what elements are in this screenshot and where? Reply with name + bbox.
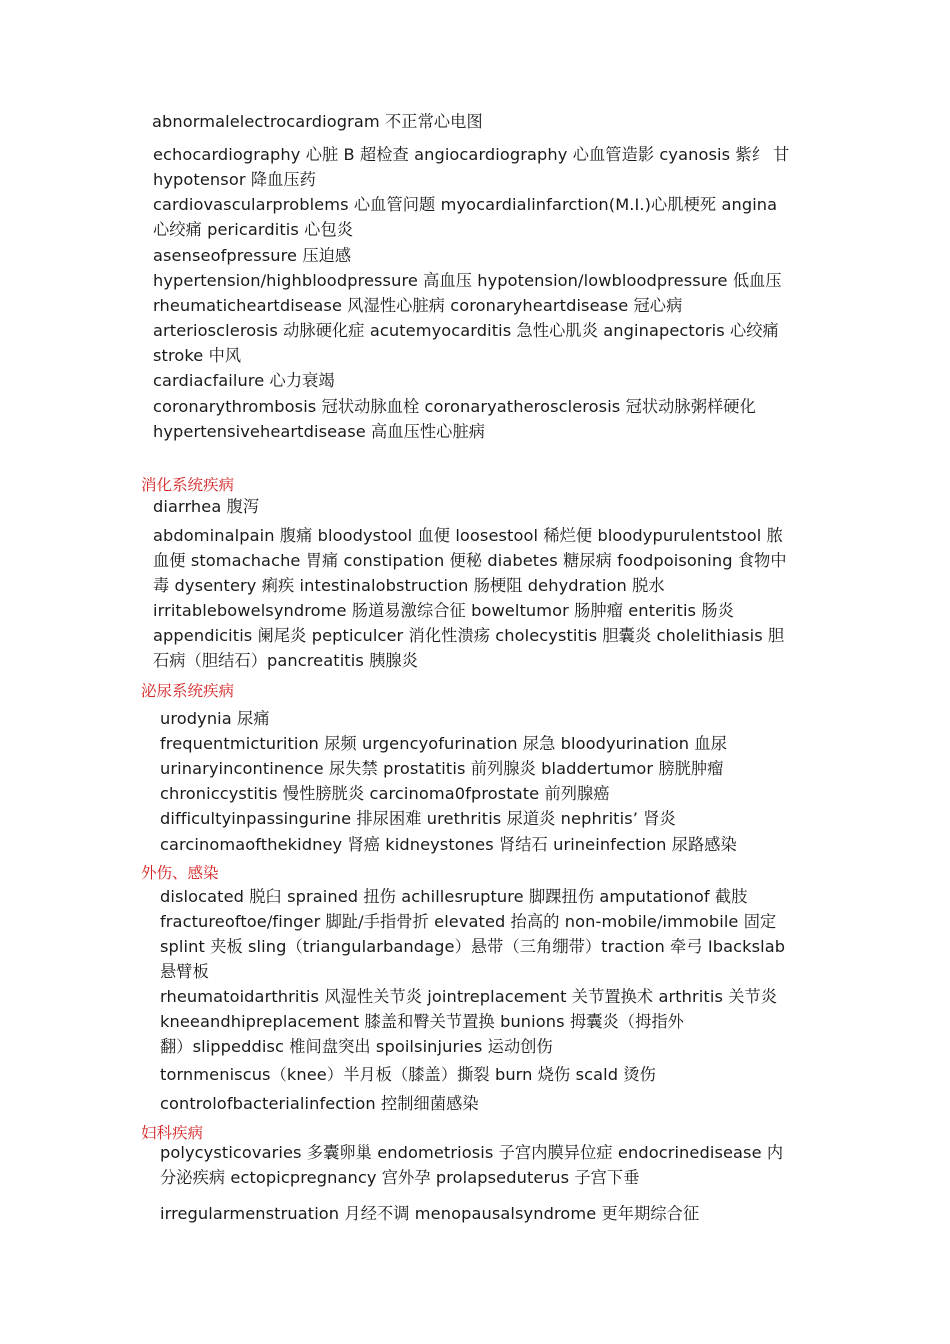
text-line: urinaryincontinence 尿失禁 prostatitis 前列腺炎 bladdertumor 膀胱肿瘤 [160,759,724,778]
text-line: frequentmicturition 尿频 urgencyofurination 尿急 bloodyurination 血尿 [160,734,727,753]
text-line: hypertension/highbloodpressure 高血压 hypotension/lowbloodpressure 低血压 [153,271,782,290]
text-line: asenseofpressure 压迫感 [153,246,352,265]
text-line: rheumaticheartdisease 风湿性心脏病 coronaryheartdisease 冠心病 [153,296,683,315]
text-line: 血便 stomachache 胃痛 constipation 便秘 diabetes 糖尿病 foodpoisoning 食物中 [153,551,787,570]
section-heading-urinary: 泌尿系统疾病 [141,682,235,700]
text-line: abdominalpain 腹痛 bloodystool 血便 loosestool 稀烂便 bloodypurulentstool 脓 [153,526,783,545]
text-line: 悬臂板 [160,962,209,981]
text-line: rheumatoidarthritis 风湿性关节炎 jointreplacement 关节置换术 arthritis 关节炎 [160,987,778,1006]
text-line: dislocated 脱臼 sprained 扭伤 achillesrupture 脚踝扭伤 amputationof 截肢 [160,887,748,906]
text-line: 石病（胆结石）pancreatitis 胰腺炎 [153,651,418,670]
text-line: carcinomaofthekidney 肾癌 kidneystones 肾结石 urineinfection 尿路感染 [160,835,737,854]
text-line: tornmeniscus（knee）半月板（膝盖）撕裂 burn 烧伤 scald 烫伤 [160,1065,656,1084]
text-line: arteriosclerosis 动脉硬化症 acutemyocarditis 急性心肌炎 anginapectoris 心绞痛 [153,321,779,340]
text-line: 毒 dysentery 痢疾 intestinalobstruction 肠梗阻 dehydration 脱水 [153,576,665,595]
section-heading-trauma: 外伤、感染 [141,864,219,882]
text-line: coronarythrombosis 冠状动脉血栓 coronaryatherosclerosis 冠状动脉粥样硬化 [153,397,756,416]
text-line: chroniccystitis 慢性膀胱炎 carcinoma0fprostate 前列腺癌 [160,784,610,803]
text-line: diarrhea 腹泻 [153,497,260,516]
text-line: cardiovascularproblems 心血管问题 myocardialinfarction(M.I.)心肌梗死 angina [153,195,778,214]
text-line: difficultyinpassingurine 排尿困难 urethritis 尿道炎 nephritis’ 肾炎 [160,809,676,828]
text-line: abnormalelectrocardiogram 不正常心电图 [152,112,483,131]
text-line: 分泌疾病 ectopicpregnancy 宫外孕 prolapseduterus 子宫下垂 [160,1168,640,1187]
text-line: kneeandhipreplacement 膝盖和臀关节置换 bunions 拇囊炎（拇指外 [160,1012,684,1031]
text-line: hypotensor 降血压药 [153,170,316,189]
text-line: fractureoftoe/finger 脚趾/手指骨折 elevated 抬高的 non-mobile/immobile 固定 [160,912,777,931]
text-line: 心绞痛 pericarditis 心包炎 [153,220,354,239]
text-line: cardiacfailure 心力衰竭 [153,371,335,390]
text-line: splint 夹板 sling（triangularbandage）悬带（三角绷带）traction 牵弓 Ibackslab [160,937,786,956]
text-line: stroke 中风 [153,346,242,365]
text-line: appendicitis 阑尾炎 pepticulcer 消化性溃疡 cholecystitis 胆囊炎 cholelithiasis 胆 [153,626,785,645]
text-line: polycysticovaries 多囊卵巢 endometriosis 子宫内膜异位症 endocrinedisease 内 [160,1143,784,1162]
text-line: echocardiography 心脏 B 超检查 angiocardiography 心血管造影 cyanosis 紫纟 甘 [153,145,790,164]
text-line: irregularmenstruation 月经不调 menopausalsyndrome 更年期综合征 [160,1204,700,1223]
text-line: controlofbacterialinfection 控制细菌感染 [160,1094,479,1113]
section-heading-gynecology: 妇科疾病 [141,1124,204,1142]
section-heading-digestive: 消化系统疾病 [141,476,235,494]
text-line: 翻）slippeddisc 椎间盘突出 spoilsinjuries 运动创伤 [160,1037,553,1056]
text-line: irritablebowelsyndrome 肠道易激综合征 boweltumor 肠肿瘤 enteritis 肠炎 [153,601,734,620]
text-line: hypertensiveheartdisease 高血压性心脏病 [153,422,486,441]
text-line: urodynia 尿痛 [160,709,270,728]
